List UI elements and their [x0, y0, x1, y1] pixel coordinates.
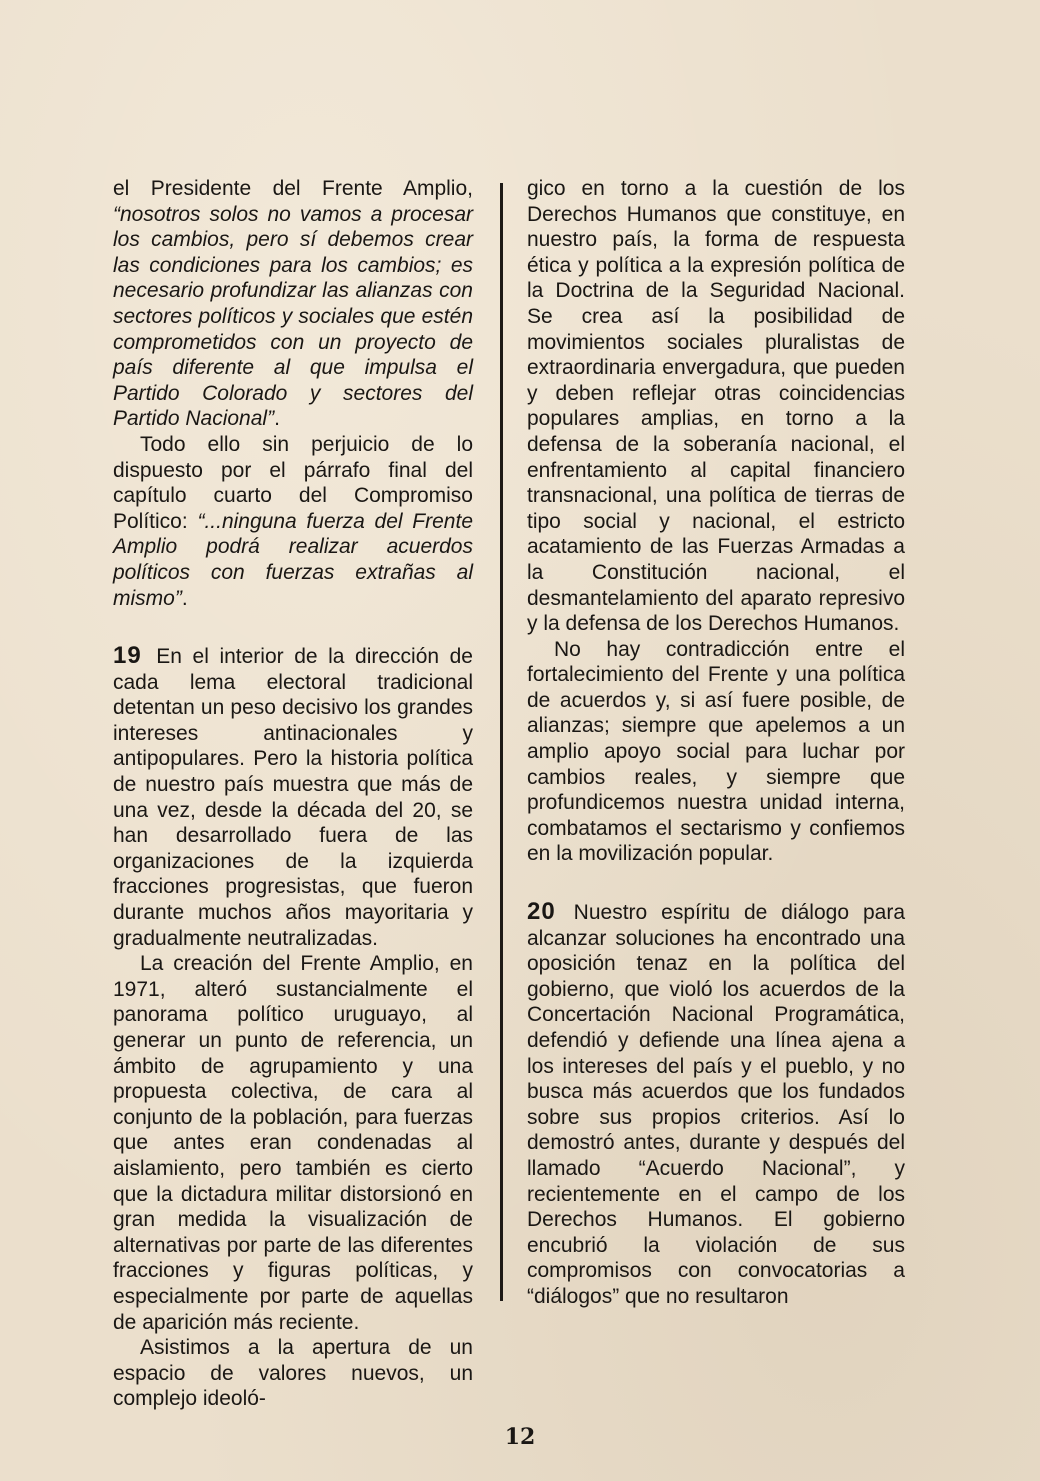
section-20: [527, 899, 905, 1310]
quotation: “...ninguna fuerza del Frente Amplio podrá realizar acuerdos políticos con fuerzas extrañas al mismo”: [113, 509, 473, 610]
section-19: [113, 643, 473, 951]
paragraph: [113, 432, 473, 611]
paragraph-text: En el interior de la dirección de cada lema electoral tradicional detentan un peso decisivo los grandes intereses antinacionales y antipopulares. Pero la historia política de nuestro país muestra que más de una vez, desde la década del 20, se han desarrollado fuera de las organizaciones de la izquierda fracciones progresistas, que fueron durante muchos años mayoritaria y gradualmente neutralizadas.: [113, 645, 473, 950]
paragraph-text: Nuestro espíritu de diálogo para alcanzar soluciones ha encontrado una oposición tenaz en la política del gobierno, que violó los acuerdos de la Concertación Nacional Programática, defendió y defiende una línea ajena a los intereses del país y el pueblo, y no busca más acuerdos que los fundados sobre sus propios criterios. Así lo demostró antes, durante y después del llamado “Acuerdo Nacional”, y recientemente en el campo de los Derechos Humanos. El gobierno encubrió la violación de sus compromisos con convocatorias a “diálogos” que no resultaron: [527, 901, 905, 1308]
quotation: “nosotros solos no vamos a procesar los cambios, pero sí debemos crear las condiciones para los cambios; es necesario profundizar las alianzas con sectores políticos y sociales que estén comprometidos con un proyecto de país diferente al que impulsa el Partido Colorado y sectores del Partido Nacional”: [113, 202, 473, 431]
paragraph: No hay contradicción entre el fortalecimiento del Frente y una política de acuerdos y, si así fuere posible, de alianzas; siempre que apelemos a un amplio apoyo social para luchar por cambios reales, y siempre que profundicemos nuestra unidad interna, combatamos el sectarismo y confiemos en la movilización popular.: [527, 637, 905, 866]
paragraph: gico en torno a la cuestión de los Derechos Humanos que constituye, en nuestro país, la forma de respuesta ética y política a la expresión política de la Doctrina de la Seguridad Nacional. Se crea así la posibilidad de movimientos sociales pluralistas de extraordinaria envergadura, que pueden y deben reflejar otras coincidencias populares amplias, en torno a la defensa de la soberanía nacional, el enfrentamiento al capital financiero transnacional, una política de tierras de tipo social y nacional, el estricto acatamiento de las Fuerzas Armadas a la Constitución nacional, el desmantelamiento del aparato represivo y la defensa de los Derechos Humanos.: [527, 177, 905, 636]
section-number: 20: [527, 898, 556, 926]
paragraph-text: Todo ello sin perjuicio de lo dispuesto por el párrafo final del capítulo cuarto del Compromiso Político:: [113, 432, 473, 533]
paragraph: Asistimos a la apertura de un espacio de valores nuevos, un complejo ideoló-: [113, 1336, 473, 1411]
column-divider: [500, 183, 503, 1301]
right-column: [527, 176, 905, 1310]
left-column: [113, 176, 473, 1412]
paragraph-text: .: [181, 586, 188, 610]
paragraph-text: el Presidente del Frente Amplio,: [113, 177, 473, 200]
paragraph: [113, 176, 473, 432]
page-number: 12: [504, 1424, 536, 1450]
paragraph-text: .: [274, 407, 280, 431]
paragraph: La creación del Frente Amplio, en 1971, alteró sustancialmente el panorama político uruguayo, al generar un punto de referencia, un ámbito de agrupamiento y una propuesta colectiva, de cara al conjunto de la población, para fuerzas que antes eran condenadas al aislamiento, pero también es cierto que la dictadura militar distorsionó en gran medida la visualización de alternativas por parte de las diferentes fracciones y figuras políticas, y especialmente por parte de aquellas de aparición más reciente.: [113, 952, 473, 1334]
section-number: 19: [113, 642, 142, 670]
